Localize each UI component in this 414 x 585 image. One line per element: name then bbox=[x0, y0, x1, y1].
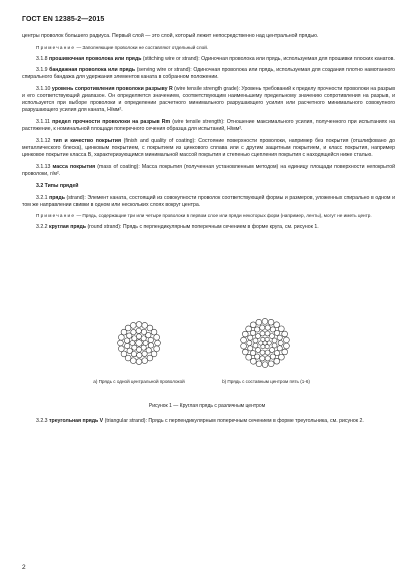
wire-circle bbox=[241, 343, 247, 349]
wire-circle bbox=[246, 326, 252, 332]
document-body-end bbox=[22, 418, 395, 425]
wire-circle bbox=[284, 343, 290, 349]
wire-circle bbox=[142, 358, 148, 364]
term-definition: : Уровень требований к пределу прочности проволоки на разрыв и его соответствующий диапазон. Он определяется значением, соответствующим наименьшему предельному значению сопротивления на разрыв, и используется при выборе проволоки и определении расчетного минимального разрушающего усилия или расчетного минимального совокупного разрушающего усилия для каната, Н/мм². bbox=[22, 86, 396, 114]
wire-circle bbox=[260, 356, 265, 361]
term-definition: : Одиночная проволока или прядь, используемая для прошивки плоских канатов. bbox=[198, 55, 395, 62]
term-en: (finish and quality of coating) bbox=[121, 137, 195, 144]
definition-3-2-1 bbox=[22, 195, 395, 209]
strand-single-core-drawing bbox=[110, 314, 168, 372]
wire-circle bbox=[136, 340, 143, 347]
term: тип и качество покрытия bbox=[53, 137, 121, 144]
figure-title: Рисунок 1 — Круглая прядь с различным центром bbox=[148, 403, 266, 409]
wire-circle bbox=[272, 338, 277, 343]
term-en: (strand) bbox=[64, 194, 85, 201]
wire-circle bbox=[250, 350, 255, 355]
note-label: Примечание bbox=[36, 44, 76, 50]
wire-circle bbox=[155, 340, 161, 346]
term-en: (stitching wire or strand) bbox=[141, 55, 199, 62]
definition-3-1-11 bbox=[22, 119, 395, 133]
wire-circle bbox=[118, 334, 124, 340]
term-definition: : Элемент каната, состоящий из совокупности проволок соответствующей формы и размеров, уложенных спирально в одном и том же направлении свивки в одном или нескольких слоях вокруг центра. bbox=[22, 194, 395, 208]
wire-circle bbox=[248, 335, 253, 340]
note-2 bbox=[22, 213, 395, 219]
definition-3-1-8 bbox=[22, 56, 395, 63]
wire-circle bbox=[268, 319, 274, 325]
wire-circle bbox=[250, 358, 256, 364]
term-en: (wire tensile strength grade) bbox=[172, 86, 239, 93]
wire-circle bbox=[256, 319, 262, 325]
wire-circle bbox=[265, 345, 269, 349]
term: круглая прядь bbox=[48, 224, 86, 231]
term: уровень сопротивления проволоки разрыву R bbox=[51, 86, 173, 93]
term-definition: : Прядь с перпендикулярным поперечным сечением в форме треугольника, см. рисунок 2. bbox=[145, 418, 364, 424]
wire-circle bbox=[125, 325, 131, 331]
wire-circle bbox=[265, 337, 269, 341]
wire-circle bbox=[256, 361, 262, 367]
clause-number: 3.2.2 bbox=[36, 224, 49, 231]
wire-circle bbox=[242, 349, 248, 355]
wire-circle bbox=[247, 340, 252, 345]
wire-circle bbox=[124, 343, 129, 348]
figure-caption-a: а) Прядь с одной центральной проволокой bbox=[93, 379, 185, 384]
wire-circle bbox=[260, 325, 265, 330]
definition-3-2-2 bbox=[22, 224, 395, 231]
wire-circle bbox=[151, 329, 157, 335]
section-heading-3-2: 3.2 Типы прядей bbox=[36, 182, 79, 189]
term-definition: : Масса покрытия (полученная установленным методом) на единицу площади поверхности непокрытой проволоки, г/м². bbox=[22, 163, 395, 177]
term: предел прочности проволоки на разрыв Rm bbox=[52, 119, 171, 126]
wire-circle bbox=[142, 322, 148, 328]
wire-circle bbox=[141, 336, 146, 341]
note-label: Примечание bbox=[36, 213, 76, 219]
wire-circle bbox=[282, 331, 288, 337]
definition-3-1-12 bbox=[22, 138, 395, 159]
term-en: (serving wire or strand) bbox=[135, 67, 191, 74]
wire-circle bbox=[270, 354, 275, 359]
wire-circle bbox=[262, 318, 268, 324]
wire-circle bbox=[282, 349, 288, 355]
definition-3-1-9 bbox=[22, 67, 395, 81]
term: прошивочная проволока или прядь bbox=[48, 55, 142, 62]
term: бандажная проволока или прядь bbox=[49, 67, 136, 74]
wire-circle bbox=[284, 337, 290, 343]
term-definition: : Одиночная проволока или прядь, используемая для создания плотно намотанного спирального бандажа для удержания элементов каната в собранном положении. bbox=[22, 67, 396, 81]
strand-composite-core-drawing bbox=[236, 314, 294, 372]
wire-circle bbox=[265, 356, 270, 361]
clause-number: 3.1.13 bbox=[36, 163, 53, 170]
term-definition: : Состояние поверхности проволоки, например без покрытия (отшлифовано до металлического блеска), цинковым покрытием, с покрытием из цинкового сплава или с другим защитным покрытием, и класс покрытия, например цинковое покрытие класса В, характеризующимся минимальной массой покрытия и степенью сцепления покрытия с находящейся ниже сталью. bbox=[22, 137, 395, 158]
term: прядь bbox=[49, 194, 65, 201]
wire-circle bbox=[274, 358, 280, 364]
wire-circle bbox=[154, 334, 160, 340]
term-en: (round strand) bbox=[86, 224, 121, 231]
wire-circle bbox=[242, 331, 248, 337]
wire-circle bbox=[130, 322, 136, 328]
term-en: (triangular strand) bbox=[103, 418, 146, 424]
wire-circle bbox=[118, 340, 124, 346]
paragraph-continuation: центры проволок большего радиуса. Первый слой — это слой, который лежит непосредственно над центральной прядью. bbox=[22, 33, 319, 39]
wire-circle bbox=[278, 326, 284, 332]
clause-number: 3.1.12 bbox=[36, 137, 54, 144]
wire-circle bbox=[130, 358, 136, 364]
note-text: — Прядь, содержащие три или четыре проволоки в первом слое или пряди некоторых форм (например, ленты), могут не иметь центр. bbox=[75, 213, 372, 219]
wire-circle bbox=[136, 322, 142, 328]
figure-1 bbox=[0, 314, 414, 374]
definition-3-1-10 bbox=[22, 86, 395, 114]
document-header: ГОСТ EN 12385-2—2015 bbox=[22, 16, 105, 23]
wire-circle bbox=[246, 354, 252, 360]
wire-circle bbox=[131, 329, 136, 334]
wire-circle bbox=[136, 328, 141, 333]
wire-circle bbox=[148, 343, 153, 348]
wire-circle bbox=[279, 354, 285, 360]
clause-number: 3.1.9 bbox=[36, 67, 50, 74]
wire-circle bbox=[274, 330, 279, 335]
page-number: 2 bbox=[22, 564, 26, 571]
wire-circle bbox=[265, 325, 270, 330]
wire-circle bbox=[277, 335, 282, 340]
wire-circle bbox=[261, 337, 265, 341]
figure-caption-b: b) Прядь с составным центром пять (1-6) bbox=[222, 379, 310, 384]
clause-number: 3.2.3 bbox=[36, 418, 49, 424]
clause-number: 3.1.11 bbox=[36, 119, 53, 126]
wire-circle bbox=[248, 346, 253, 351]
note-1 bbox=[22, 45, 395, 51]
term-definition: : Отношение максимального усилия, полученного при испытаниях на растяжение, к номинальной площади поперечного сечения образца для испытаний, Н/мм². bbox=[22, 119, 395, 133]
clause-number: 3.1.10 bbox=[36, 86, 52, 93]
document-body bbox=[22, 33, 395, 236]
wire-circle bbox=[250, 322, 256, 328]
wire-circle bbox=[241, 337, 247, 343]
term: масса покрытия bbox=[52, 163, 96, 170]
wire-circle bbox=[142, 351, 147, 356]
wire-circle bbox=[136, 359, 142, 365]
clause-number: 3.1.8 bbox=[36, 55, 49, 62]
wire-circle bbox=[262, 362, 268, 368]
wire-circle bbox=[137, 352, 142, 357]
definition-3-2-3 bbox=[22, 418, 395, 425]
clause-number: 3.2.1 bbox=[36, 194, 50, 201]
wire-circle bbox=[255, 327, 260, 332]
term: треугольная прядь V bbox=[48, 418, 104, 424]
wire-circle bbox=[148, 337, 153, 342]
wire-circle bbox=[278, 340, 283, 345]
wire-circle bbox=[118, 346, 124, 352]
wire-circle bbox=[147, 355, 153, 361]
term-definition: : Прядь с перпендикулярным поперечным сечением в форме круга, см. рисунок 1. bbox=[120, 224, 319, 231]
wire-circle bbox=[253, 343, 258, 348]
wire-circle bbox=[154, 346, 160, 352]
wire-circle bbox=[274, 322, 280, 328]
wire-circle bbox=[268, 361, 274, 367]
term-en: (wire tensile strength) bbox=[170, 119, 224, 126]
term-en: (mass of coating) bbox=[95, 163, 139, 170]
wire-circle bbox=[277, 346, 282, 351]
definition-3-1-13 bbox=[22, 164, 395, 178]
wire-circle bbox=[260, 331, 265, 336]
note-text: — Заполняющие проволоки не составляют отдельный слой. bbox=[75, 44, 209, 50]
wire-circle bbox=[124, 338, 129, 343]
wire-circle bbox=[121, 351, 127, 357]
wire-circle bbox=[265, 350, 270, 355]
